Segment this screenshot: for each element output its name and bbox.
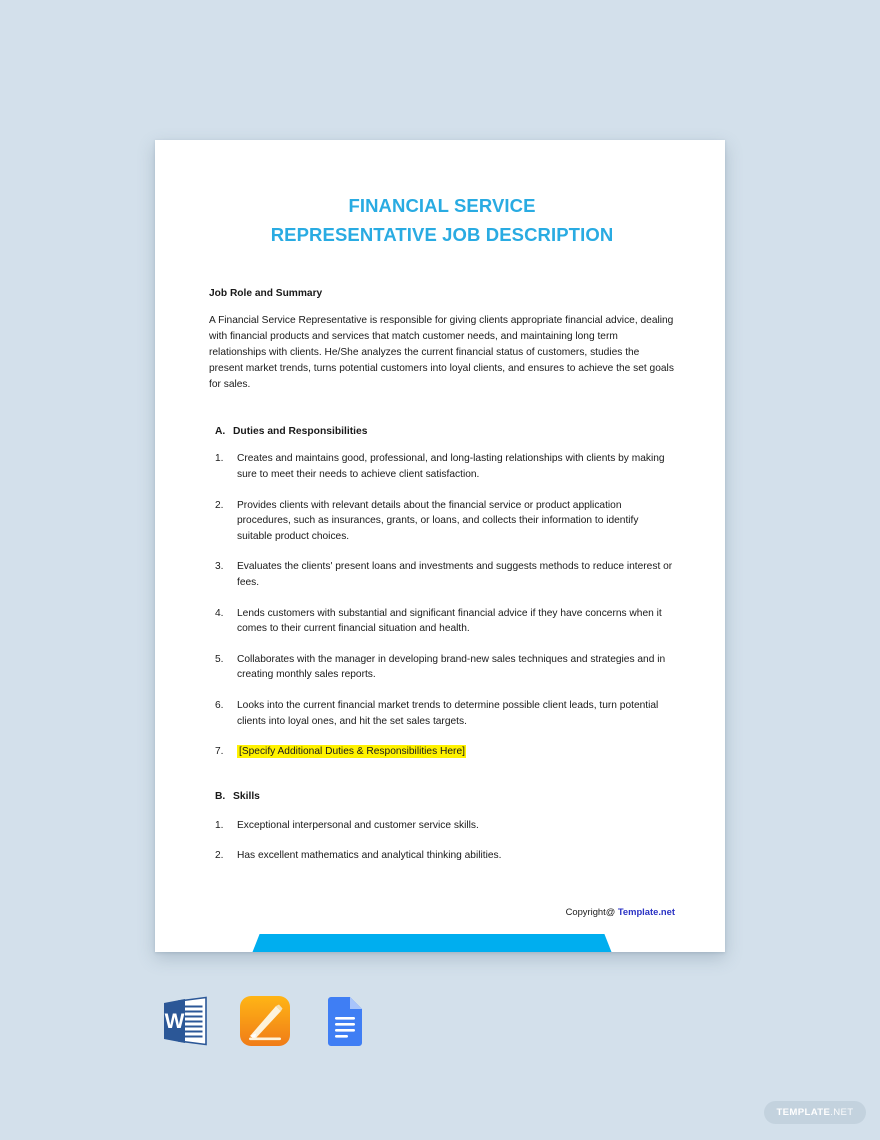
list-item: [209, 498, 675, 545]
page-title: [209, 191, 675, 249]
skills-list: [209, 818, 675, 864]
watermark-light-text: .NET: [830, 1107, 854, 1118]
duties-heading: [209, 426, 675, 437]
list-item-placeholder[interactable]: [209, 744, 675, 760]
microsoft-word-icon-glyph: [157, 992, 215, 1050]
copyright-prefix: Copyright@: [565, 906, 616, 917]
microsoft-word-icon[interactable]: [155, 990, 217, 1052]
watermark-strong-text: TEMPLATE: [776, 1107, 831, 1118]
page-title-line-2: REPRESENTATIVE JOB DESCRIPTION: [270, 224, 614, 245]
skills-heading: [209, 791, 675, 802]
document-page: [155, 140, 725, 952]
summary-heading: Job Role and Summary: [209, 288, 323, 299]
list-item-number: 1.: [215, 453, 224, 465]
list-item: [209, 559, 675, 590]
format-icons: [155, 990, 375, 1052]
footer-banner: [247, 934, 617, 952]
list-item-number: 1.: [215, 819, 224, 831]
summary-paragraph: A Financial Service Representative is responsible for giving clients appropriate financial advice, dealing with financial products and services that match customer needs, and maintaining long term relationships with clients. He/She analyzes the current financial status of customers, studies the present market trends, turns potential customers into loyal clients, and ensures to achieve the set goals for sales.: [209, 315, 674, 391]
list-item-number: 2.: [215, 499, 224, 511]
list-item: [209, 818, 675, 834]
document-content: [155, 140, 725, 952]
document-preview[interactable]: [155, 140, 725, 952]
apple-pages-icon-glyph: [236, 992, 294, 1050]
list-item: [209, 698, 675, 729]
list-item-text: Looks into the current financial market trends to determine possible client leads, turn potential clients into loyal ones, and hit the set sales targets.: [237, 700, 659, 727]
list-item-text: Has excellent mathematics and analytical thinking abilities.: [237, 850, 502, 862]
list-item-text: Evaluates the clients' present loans and investments and suggests methods to reduce interest or fees.: [237, 561, 673, 589]
copyright-brand-link[interactable]: Template.net: [617, 906, 675, 917]
duties-heading-marker: A.: [215, 426, 226, 438]
list-item-text: Collaborates with the manager in developing brand-new sales techniques and strategies and in creating monthly sales reports.: [237, 653, 666, 681]
list-item-text: Lends customers with substantial and significant financial advice if they have concerns when it comes to their current financial situation and health.: [237, 607, 662, 635]
watermark-badge: [764, 1101, 866, 1124]
list-item-number: 7.: [215, 746, 224, 758]
list-item-number: 2.: [215, 850, 224, 862]
list-item: [209, 848, 675, 864]
skills-heading-text: Skills: [233, 790, 260, 802]
apple-pages-icon[interactable]: [234, 990, 296, 1052]
list-item-number: 5.: [215, 653, 224, 665]
duties-list: [209, 451, 675, 759]
list-item-number: 6.: [215, 700, 224, 711]
list-item-text: Creates and maintains good, professional, and long-lasting relationships with clients by making sure to meet their needs to achieve client satisfaction.: [237, 453, 665, 481]
list-item-text: Exceptional interpersonal and customer service skills.: [237, 819, 479, 831]
list-item-number: 3.: [215, 561, 224, 573]
copyright-notice: [566, 906, 675, 917]
list-item-text: [237, 744, 675, 760]
svg-text:W: W: [164, 1010, 185, 1033]
list-item: [209, 652, 675, 683]
duties-heading-text: Duties and Responsibilities: [233, 426, 368, 438]
list-item-text: Provides clients with relevant details about the financial service or product application procedures, such as insurances, grants, or loans, and collects their information to identify suitable product choices.: [237, 499, 639, 542]
list-item: [209, 606, 675, 637]
list-item-number: 4.: [215, 607, 224, 619]
google-docs-icon[interactable]: [313, 990, 375, 1052]
highlighted-placeholder-text: [Specify Additional Duties & Responsibilities Here]: [239, 746, 465, 758]
skills-heading-marker: B.: [215, 790, 226, 802]
google-docs-icon-glyph: [315, 992, 373, 1050]
list-item: [209, 451, 675, 482]
page-title-line-1: FINANCIAL SERVICE: [348, 195, 536, 216]
